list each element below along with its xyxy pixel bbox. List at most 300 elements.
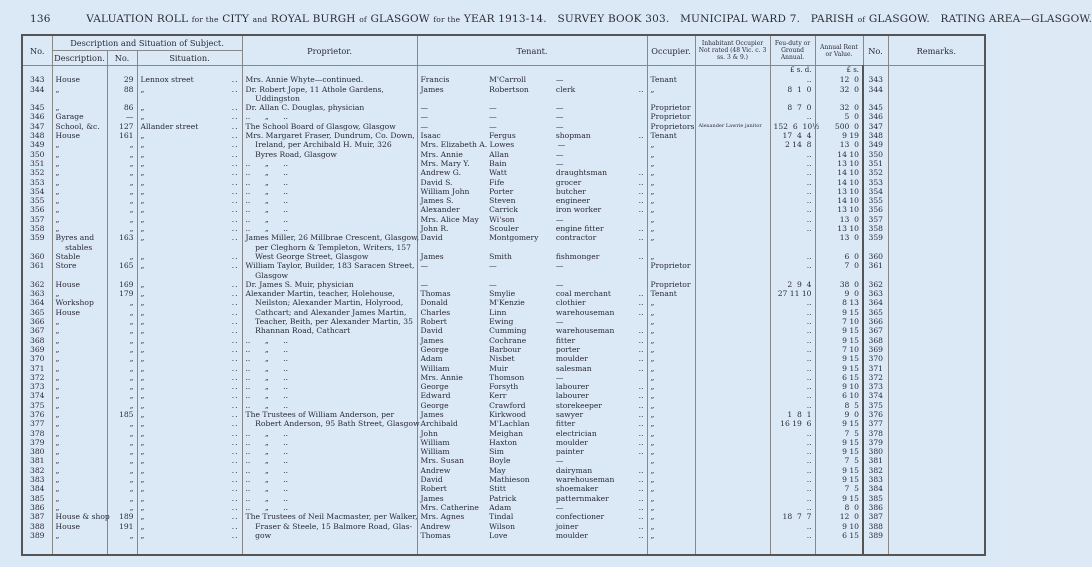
inhabitant — [695, 326, 770, 335]
occupier: „ — [647, 196, 695, 205]
situation-cell: „ .. — [137, 289, 242, 298]
entry-no: 369 — [22, 345, 52, 354]
col-street-no: No. — [107, 51, 137, 66]
entry-no-right: 352 — [863, 168, 888, 177]
table-row — [22, 196, 985, 205]
situation-cell — [137, 271, 242, 280]
tenant-first: James — [420, 335, 444, 345]
tenant-dots: .. — [638, 447, 644, 457]
tenant-first: William — [420, 447, 450, 457]
annual-rent: 13 10 — [815, 224, 863, 233]
feu-duty: .. — [770, 215, 815, 224]
occupier: Proprietor — [647, 112, 695, 121]
annual-rent: 500 0 — [815, 122, 863, 131]
street-no: „ — [107, 382, 137, 391]
annual-rent: 13 10 — [815, 159, 863, 168]
description: „ — [52, 391, 107, 400]
situation-cell: „ .. — [137, 298, 242, 307]
tenant-first: William — [420, 363, 450, 373]
annual-rent: 32 0 — [815, 85, 863, 94]
tenant-cell — [417, 336, 647, 345]
entry-no-right: 345 — [863, 103, 888, 112]
tenant-dots: .. — [638, 521, 644, 531]
occupier: „ — [647, 252, 695, 261]
description: House — [52, 131, 107, 140]
tenant-first: James — [420, 251, 444, 261]
occupier: „ — [647, 438, 695, 447]
description: „ — [52, 401, 107, 410]
survey-book: SURVEY BOOK 303. — [557, 13, 670, 25]
street-no: 189 — [107, 512, 137, 521]
table-row — [22, 140, 985, 149]
entry-no-right: 382 — [863, 466, 888, 475]
situation-cell: „ .. — [137, 382, 242, 391]
entry-no-right: 380 — [863, 447, 888, 456]
situation-cell: „ .. — [137, 373, 242, 382]
tenant-dots: .. — [638, 512, 644, 522]
tenant-occupation: salesman — [555, 363, 592, 373]
tenant-occupation: sawyer — [555, 409, 584, 419]
annual-rent: 9 15 — [815, 308, 863, 317]
inhabitant — [695, 494, 770, 503]
inhabitant — [695, 178, 770, 187]
annual-rent: 7 5 — [815, 484, 863, 493]
table-row — [22, 466, 985, 475]
tenant-occupation: moulder — [555, 354, 588, 364]
situation: „ — [140, 521, 145, 531]
tenant-cell — [417, 522, 647, 531]
occupier: „ — [647, 373, 695, 382]
table-row — [22, 475, 985, 484]
tenant-dots: .. — [638, 233, 644, 243]
proprietor: per Cleghorn & Templeton, Writers, 157 — [242, 243, 417, 252]
feu-units: £ s. d. — [770, 66, 815, 76]
tenant-cell — [417, 373, 647, 382]
tenant-first: James — [420, 409, 444, 419]
occupier: „ — [647, 410, 695, 419]
entry-no-right: 358 — [863, 224, 888, 233]
tenant-dots: .. — [638, 196, 644, 206]
tenant-occupation: — — [555, 149, 564, 159]
street-no: „ — [107, 150, 137, 159]
tenant-cell — [417, 85, 647, 94]
remarks — [888, 178, 985, 187]
tenant-dots: .. — [638, 437, 644, 447]
feu-duty: .. — [770, 466, 815, 475]
inhabitant — [695, 103, 770, 112]
annual-rent: 12 0 — [815, 75, 863, 84]
description: House — [52, 280, 107, 289]
entry-no-right: 379 — [863, 438, 888, 447]
entry-no-right: 389 — [863, 531, 888, 555]
situation-cell: „ .. — [137, 178, 242, 187]
description: School, &c. — [52, 122, 107, 131]
entry-no: 372 — [22, 373, 52, 382]
tenant-cell — [417, 243, 647, 252]
tenant-last: M'Carroll — [489, 75, 527, 85]
occupier: „ — [647, 233, 695, 242]
occupier: „ — [647, 317, 695, 326]
tenant-first: Mrs. Catherine — [420, 502, 479, 512]
entry-no-right: 374 — [863, 391, 888, 400]
tenant-first: Archibald — [420, 419, 458, 429]
occupier: Proprietor — [647, 280, 695, 289]
table-row — [22, 178, 985, 187]
annual-rent: 9 0 — [815, 410, 863, 419]
table-row — [22, 289, 985, 298]
situation-cell: „ .. — [137, 224, 242, 233]
situation-cell: „ .. — [137, 85, 242, 94]
entry-no: 353 — [22, 178, 52, 187]
annual-rent: 9 15 — [815, 494, 863, 503]
feu-duty: .. — [770, 150, 815, 159]
situation-cell: „ .. — [137, 215, 242, 224]
tenant-last: Smylie — [489, 289, 516, 299]
tenant-first: George — [420, 382, 449, 392]
tenant-last: Kirkwood — [489, 409, 526, 419]
tenant-dots — [628, 103, 643, 112]
tenant-cell — [417, 484, 647, 493]
situation: „ — [140, 419, 145, 429]
tenant-cell — [417, 382, 647, 391]
table-row — [22, 512, 985, 521]
table-row — [22, 150, 985, 159]
tenant-occupation: butcher — [555, 186, 586, 196]
entry-no-right: 378 — [863, 429, 888, 438]
tenant-first: — — [420, 279, 429, 289]
annual-rent: 6 10 — [815, 391, 863, 400]
street-no: „ — [107, 494, 137, 503]
feu-duty — [770, 271, 815, 280]
table-row — [22, 205, 985, 214]
annual-rent: 9 15 — [815, 447, 863, 456]
annual-rent: 9 10 — [815, 522, 863, 531]
tenant-dots: .. — [638, 391, 644, 401]
tenant-occupation: labourer — [555, 382, 589, 392]
entry-no: 357 — [22, 215, 52, 224]
tenant-cell — [417, 131, 647, 140]
inhabitant — [695, 94, 770, 103]
description: „ — [52, 438, 107, 447]
tenant-dots: .. — [638, 354, 644, 364]
situation: „ — [140, 298, 145, 308]
feu-duty: 2 9 4 — [770, 280, 815, 289]
situation-cell: „ .. — [137, 494, 242, 503]
description: Garage — [52, 112, 107, 121]
occupier — [647, 271, 695, 280]
inhabitant — [695, 373, 770, 382]
proprietor: gow — [242, 531, 417, 555]
table-row — [22, 243, 985, 252]
tenant-occupation: moulder — [555, 437, 588, 447]
proprietor: Robert Anderson, 95 Bath Street, Glasgow — [242, 419, 417, 428]
feu-duty: .. — [770, 391, 815, 400]
tenant-occupation: storekeeper — [555, 400, 603, 410]
occupier: „ — [647, 345, 695, 354]
entry-no-right: 356 — [863, 205, 888, 214]
feu-duty: 1 8 1 — [770, 410, 815, 419]
situation-cell: „ .. — [137, 252, 242, 261]
feu-duty: .. — [770, 438, 815, 447]
col-remarks: Remarks. — [888, 35, 985, 66]
situation: „ — [140, 149, 145, 159]
entry-no: 387 — [22, 512, 52, 521]
proprietor: .. „ .. — [242, 345, 417, 354]
feu-duty: .. — [770, 252, 815, 261]
entry-no-right: 384 — [863, 484, 888, 493]
entry-no: 371 — [22, 364, 52, 373]
tenant-occupation: clothier — [555, 298, 586, 308]
inhabitant — [695, 168, 770, 177]
feu-duty: .. — [770, 364, 815, 373]
entry-no: 346 — [22, 112, 52, 121]
proprietor: Cathcart; and Alexander James Martin, — [242, 308, 417, 317]
situation: „ — [140, 437, 145, 447]
street-no: „ — [107, 187, 137, 196]
description: „ — [52, 224, 107, 233]
entry-no-right: 357 — [863, 215, 888, 224]
tenant-dots — [628, 150, 643, 159]
feu-duty: .. — [770, 168, 815, 177]
table-row — [22, 233, 985, 242]
inhabitant — [695, 298, 770, 307]
occupier: „ — [647, 531, 695, 555]
street-no: „ — [107, 419, 137, 428]
annual-rent: 38 0 — [815, 280, 863, 289]
tenant-cell — [417, 178, 647, 187]
tenant-occupation: confectioner — [555, 512, 605, 522]
remarks — [888, 215, 985, 224]
annual-rent: 6 15 — [815, 531, 863, 555]
inhabitant — [695, 364, 770, 373]
table-row — [22, 122, 985, 131]
table-row — [22, 159, 985, 168]
remarks — [888, 419, 985, 428]
entry-no-right: 359 — [863, 233, 888, 242]
proprietor: Dr. Robert Jope, 11 Athole Gardens, — [242, 85, 417, 94]
feu-duty: .. — [770, 224, 815, 233]
situation-cell: Allander street .. — [137, 122, 242, 131]
description — [52, 271, 107, 280]
street-no: 29 — [107, 75, 137, 84]
table-row — [22, 187, 985, 196]
tenant-first: Francis — [420, 75, 450, 85]
situation: „ — [140, 409, 145, 419]
remarks — [888, 317, 985, 326]
annual-rent: 14 10 — [815, 168, 863, 177]
remarks — [888, 168, 985, 177]
entry-no — [22, 243, 52, 252]
entry-no: 378 — [22, 429, 52, 438]
tenant-first: Andrew — [420, 465, 451, 475]
table-row — [22, 103, 985, 112]
tenant-occupation: warehouseman — [555, 475, 615, 485]
inhabitant — [695, 205, 770, 214]
description: „ — [52, 503, 107, 512]
occupier: Tenant — [647, 289, 695, 298]
col-no: No. — [22, 35, 52, 66]
occupier: „ — [647, 150, 695, 159]
street-no: 179 — [107, 289, 137, 298]
proprietor: .. „ .. — [242, 401, 417, 410]
annual-rent: 9 15 — [815, 354, 863, 363]
feu-duty: .. — [770, 205, 815, 214]
occupier: Proprietors — [647, 122, 695, 131]
annual-rent: 9 15 — [815, 475, 863, 484]
situation: „ — [140, 289, 145, 299]
tenant-cell — [417, 364, 647, 373]
inhabitant — [695, 447, 770, 456]
tenant-last: Patrick — [489, 493, 517, 503]
remarks — [888, 75, 985, 84]
proprietor: .. „ .. — [242, 159, 417, 168]
table-row — [22, 336, 985, 345]
occupier: „ — [647, 475, 695, 484]
entry-no: 389 — [22, 531, 52, 555]
entry-no: 344 — [22, 85, 52, 94]
annual-rent: 9 15 — [815, 438, 863, 447]
occupier: „ — [647, 85, 695, 94]
entry-no-right: 375 — [863, 401, 888, 410]
tenant-occupation: — — [555, 372, 564, 382]
tenant-dots: .. — [638, 298, 644, 308]
remarks — [888, 140, 985, 149]
situation-cell: „ .. — [137, 112, 242, 121]
street-no: „ — [107, 326, 137, 335]
remarks — [888, 494, 985, 503]
col-no-right: No. — [863, 35, 888, 66]
description: „ — [52, 150, 107, 159]
street-no: „ — [107, 168, 137, 177]
situation: „ — [140, 307, 145, 317]
inhabitant — [695, 233, 770, 242]
inhabitant — [695, 345, 770, 354]
tenant-first: Mrs. Elizabeth A. Lowes — [420, 140, 515, 150]
inhabitant — [695, 224, 770, 233]
table-row — [22, 391, 985, 400]
entry-no: 367 — [22, 326, 52, 335]
tenant-last: Cochrane — [489, 335, 527, 345]
inhabitant — [695, 317, 770, 326]
feu-duty: .. — [770, 345, 815, 354]
tenant-occupation: — — [555, 317, 564, 327]
entry-no-right: 343 — [863, 75, 888, 84]
situation: „ — [140, 335, 145, 345]
feu-duty: 2 14 8 — [770, 140, 815, 149]
table-row — [22, 503, 985, 512]
feu-duty: .. — [770, 261, 815, 270]
feu-duty: 17 4 4 — [770, 131, 815, 140]
remarks — [888, 466, 985, 475]
tenant-cell — [417, 475, 647, 484]
annual-rent: 14 10 — [815, 178, 863, 187]
inhabitant — [695, 484, 770, 493]
street-no: „ — [107, 354, 137, 363]
title: VALUATION ROLL for the CITY and ROYAL BURGH of GLASGOW for the YEAR 1913-14. — [86, 13, 547, 25]
feu-duty: .. — [770, 429, 815, 438]
entry-no: 359 — [22, 233, 52, 242]
situation-cell: „ .. — [137, 187, 242, 196]
occupier: „ — [647, 159, 695, 168]
feu-duty: 18 7 7 — [770, 512, 815, 521]
entry-no-right: 385 — [863, 494, 888, 503]
street-no: „ — [107, 391, 137, 400]
entry-no: 380 — [22, 447, 52, 456]
feu-duty: .. — [770, 178, 815, 187]
proprietor: Rhannan Road, Cathcart — [242, 326, 417, 335]
remarks — [888, 122, 985, 131]
description: „ — [52, 419, 107, 428]
feu-duty: .. — [770, 475, 815, 484]
tenant-cell — [417, 503, 647, 512]
tenant-cell — [417, 289, 647, 298]
proprietor: William Taylor, Builder, 183 Saracen Street, — [242, 261, 417, 270]
feu-duty: .. — [770, 503, 815, 512]
situation: „ — [140, 317, 145, 327]
table-row — [22, 419, 985, 428]
entry-no: 383 — [22, 475, 52, 484]
situation-cell: „ .. — [137, 391, 242, 400]
situation-cell: „ .. — [137, 419, 242, 428]
tenant-cell — [417, 112, 647, 121]
situation: „ — [140, 400, 145, 410]
tenant-dots: .. — [638, 84, 644, 94]
feu-duty: .. — [770, 317, 815, 326]
tenant-last: M'Kenzie — [489, 298, 525, 308]
remarks — [888, 326, 985, 335]
feu-duty — [770, 243, 815, 252]
tenant-dots — [628, 280, 643, 289]
description: House & shop — [52, 512, 107, 521]
street-no: „ — [107, 475, 137, 484]
table-row — [22, 112, 985, 121]
proprietor: .. „ .. — [242, 196, 417, 205]
tenant-occupation: patternmaker — [555, 493, 609, 503]
inhabitant — [695, 512, 770, 521]
entry-no: 384 — [22, 484, 52, 493]
tenant-dots: .. — [638, 484, 644, 494]
entry-no: 370 — [22, 354, 52, 363]
situation-cell: „ .. — [137, 475, 242, 484]
entry-no: 361 — [22, 261, 52, 270]
col-situation: Situation. — [137, 51, 242, 66]
remarks — [888, 233, 985, 242]
street-no: „ — [107, 429, 137, 438]
inhabitant — [695, 308, 770, 317]
tenant-occupation: engine fitter — [555, 224, 604, 234]
annual-rent: 9 15 — [815, 466, 863, 475]
tenant-occupation: — — [555, 214, 564, 224]
situation: „ — [140, 233, 145, 243]
entry-no-right: 362 — [863, 280, 888, 289]
inhabitant — [695, 271, 770, 280]
tenant-last: Forsyth — [489, 382, 519, 392]
tenant-cell — [417, 75, 647, 84]
tenant-dots — [628, 317, 643, 326]
situation-cell: „ .. — [137, 168, 242, 177]
tenant-cell — [417, 205, 647, 214]
col-desc-group: Description and Situation of Subject. — [52, 35, 242, 51]
proprietor: .. „ .. — [242, 187, 417, 196]
situation: „ — [140, 372, 145, 382]
street-no: 127 — [107, 122, 137, 131]
occupier: „ — [647, 512, 695, 521]
tenant-dots: .. — [638, 177, 644, 187]
proprietor: .. „ .. — [242, 466, 417, 475]
tenant-occupation: — — [555, 75, 564, 85]
proprietor: Mrs. Annie Whyte—continued. — [242, 75, 417, 84]
tenant-dots: .. — [638, 493, 644, 503]
